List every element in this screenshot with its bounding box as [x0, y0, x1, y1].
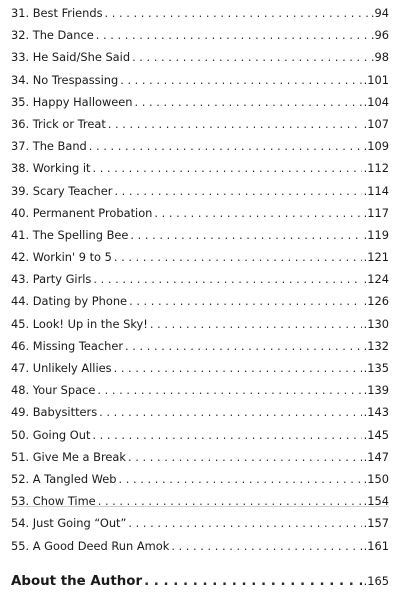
dot-leader	[98, 490, 362, 512]
toc-entry-54	[11, 512, 389, 534]
toc-entry-39	[11, 180, 389, 202]
toc-entry-47	[11, 357, 389, 379]
toc-entry-page: .132	[363, 338, 389, 353]
dot-leader	[93, 268, 361, 290]
dot-leader	[97, 379, 361, 401]
toc-entry-page: .94	[370, 6, 389, 20]
toc-entry-page: .130	[363, 316, 389, 331]
toc-entry-page: .101	[363, 72, 389, 87]
dot-leader	[119, 468, 362, 490]
toc-entry-page: .150	[363, 471, 389, 486]
dot-leader	[125, 335, 362, 357]
toc-section-title: About the Author	[11, 573, 143, 589]
toc-entry-title: 48. Your Space	[11, 383, 96, 398]
toc-entry-title: 41. The Spelling Bee	[11, 227, 129, 242]
toc-entry-37	[11, 135, 389, 157]
dot-leader	[89, 135, 362, 157]
toc-entry-title: 50. Going Out	[11, 427, 91, 442]
toc-entry-title: 40. Permanent Probation	[11, 205, 153, 220]
toc-entry-title: 45. Look! Up in the Sky!	[11, 316, 148, 331]
toc-entry-title: 53. Chow Time	[11, 494, 96, 509]
toc-entry-55	[11, 535, 389, 557]
toc-entry-title: 38. Working it	[11, 161, 91, 176]
dot-leader	[132, 46, 369, 68]
toc-entry-page: .143	[363, 405, 389, 420]
dot-leader	[128, 446, 362, 468]
toc-entry-49	[11, 401, 389, 423]
toc-entry-36	[11, 113, 389, 135]
dot-leader	[128, 512, 361, 534]
toc-entry-50	[11, 424, 389, 446]
toc-entry-43	[11, 268, 389, 290]
toc-entry-page: .112	[363, 161, 389, 176]
toc-entry-41	[11, 224, 389, 246]
dot-leader	[129, 290, 362, 312]
toc-entry-page: .145	[363, 427, 389, 442]
toc-entry-title: 43. Party Girls	[11, 272, 92, 287]
toc-entry-35	[11, 91, 389, 113]
toc-entry-34	[11, 69, 389, 91]
toc-entry-title: 51. Give Me a Break	[11, 449, 126, 464]
toc-entry-38	[11, 157, 389, 179]
toc-entry-title: 35. Happy Halloween	[11, 94, 133, 109]
toc-list	[11, 2, 389, 593]
toc-entry-page: .161	[363, 538, 389, 553]
toc-entry-page: .114	[363, 183, 389, 198]
toc-entry-title: 46. Missing Teacher	[11, 338, 124, 353]
toc-entry-title: 36. Trick or Treat	[11, 116, 106, 131]
toc-entry-32	[11, 24, 389, 46]
toc-entry-page: .96	[370, 28, 389, 43]
toc-entry-title: 42. Workin' 9 to 5	[11, 250, 112, 265]
dot-leader	[114, 246, 362, 268]
toc-entry-46	[11, 335, 389, 357]
dot-leader	[171, 535, 361, 557]
toc-entry-page: .147	[363, 449, 389, 464]
toc-entry-page: .139	[363, 383, 389, 398]
dot-leader	[150, 313, 362, 335]
toc-entry-40	[11, 202, 389, 224]
dot-leader	[96, 24, 369, 46]
toc-entry-title: 32. The Dance	[11, 28, 94, 43]
toc-entry-page: .109	[363, 139, 389, 154]
toc-entry-45	[11, 313, 389, 335]
toc-entry-page: .121	[363, 250, 389, 265]
toc-entry-44	[11, 290, 389, 312]
toc-entry-about-the-author	[11, 569, 389, 593]
toc-entry-page: .165	[363, 573, 389, 588]
toc-entry-title: 37. The Band	[11, 139, 87, 154]
toc-entry-31	[11, 2, 389, 24]
toc-entry-title: 55. A Good Deed Run Amok	[11, 538, 170, 553]
toc-entry-52	[11, 468, 389, 490]
toc-entry-page: .157	[363, 516, 389, 531]
toc-entry-51	[11, 446, 389, 468]
dot-leader	[144, 570, 362, 594]
toc-entry-48	[11, 379, 389, 401]
dot-leader	[99, 401, 361, 423]
page-bottom-rule	[11, 506, 389, 507]
toc-entry-title: 39. Scary Teacher	[11, 183, 113, 198]
toc-entry-page: .124	[363, 272, 389, 287]
toc-entry-42	[11, 246, 389, 268]
toc-entry-title: 49. Babysitters	[11, 405, 98, 420]
dot-leader	[130, 224, 361, 246]
toc-entry-page: .126	[363, 294, 389, 309]
dot-leader	[105, 2, 369, 24]
toc-entry-title: 47. Unlikely Allies	[11, 361, 112, 375]
toc-entry-title: 34. No Trespassing	[11, 72, 119, 87]
dot-leader	[114, 180, 361, 202]
dot-leader	[154, 202, 361, 224]
toc-entry-page: .104	[363, 94, 389, 109]
toc-entry-page: .154	[363, 494, 389, 509]
toc-entry-title: 44. Dating by Phone	[11, 294, 128, 309]
toc-entry-33	[11, 46, 389, 68]
dot-leader	[92, 157, 361, 179]
toc-entry-title: 54. Just Going “Out”	[11, 516, 127, 531]
dot-leader	[92, 424, 361, 446]
toc-entry-title: 31. Best Friends	[11, 6, 103, 20]
dot-leader	[135, 91, 362, 113]
toc-entry-title: 52. A Tangled Web	[11, 471, 117, 486]
toc-entry-page: .135	[363, 361, 389, 375]
toc-entry-page: .117	[363, 205, 389, 220]
dot-leader	[114, 357, 362, 379]
dot-leader	[120, 69, 361, 91]
toc-entry-page: .98	[370, 50, 389, 65]
toc-entry-title: 33. He Said/She Said	[11, 50, 131, 65]
dot-leader	[108, 113, 362, 135]
toc-entry-page: .107	[363, 116, 389, 131]
toc-entry-page: .119	[363, 227, 389, 242]
toc-entry-53	[11, 490, 389, 512]
